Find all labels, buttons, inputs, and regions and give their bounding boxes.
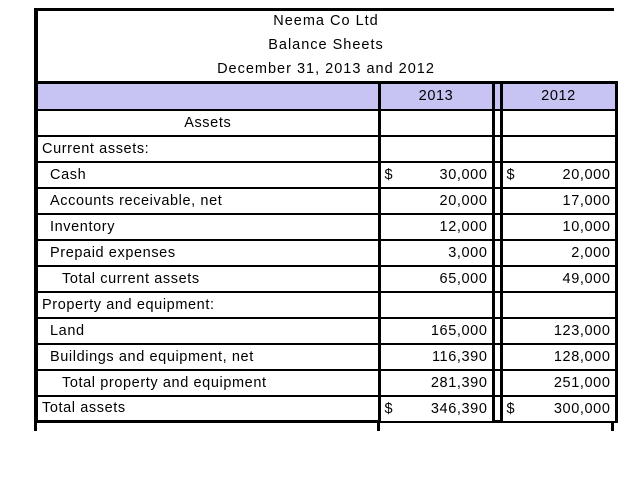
row-label: Land xyxy=(36,318,379,344)
value-2013: $ 346,390 xyxy=(379,396,493,422)
year-header-blank xyxy=(36,83,379,110)
value-2012: 10,000 xyxy=(501,214,616,240)
section-heading-assets: Assets xyxy=(36,110,379,136)
currency-symbol: $ xyxy=(506,400,516,417)
value-2013: 165,000 xyxy=(379,318,493,344)
currency-symbol: $ xyxy=(384,400,394,417)
balance-table xyxy=(34,81,618,423)
table-row xyxy=(36,240,616,266)
row-label: Total current assets xyxy=(36,266,379,292)
balance-sheet xyxy=(34,8,614,431)
row-label: Prepaid expenses xyxy=(36,240,379,266)
statement-date: December 31, 2013 and 2012 xyxy=(34,57,614,81)
value-2013: 20,000 xyxy=(379,188,493,214)
table-row xyxy=(36,292,616,318)
year-header-row xyxy=(36,83,616,110)
table-row xyxy=(36,214,616,240)
row-label: Buildings and equipment, net xyxy=(36,344,379,370)
table-row xyxy=(36,344,616,370)
value-2013: 281,390 xyxy=(379,370,493,396)
value-2012: 128,000 xyxy=(501,344,616,370)
table-row xyxy=(36,110,616,136)
table-row xyxy=(36,136,616,162)
company-name: Neema Co Ltd xyxy=(34,8,614,33)
value-2013: 116,390 xyxy=(379,344,493,370)
row-label: Property and equipment: xyxy=(36,292,379,318)
row-label: Inventory xyxy=(36,214,379,240)
value-2013: 65,000 xyxy=(379,266,493,292)
row-label: Total property and equipment xyxy=(36,370,379,396)
value-2013: 3,000 xyxy=(379,240,493,266)
row-label: Cash xyxy=(36,162,379,188)
currency-symbol: $ xyxy=(506,166,516,183)
row-label: Accounts receivable, net xyxy=(36,188,379,214)
value-2012: 49,000 xyxy=(501,266,616,292)
statement-title: Balance Sheets xyxy=(34,33,614,57)
table-bottom-edge xyxy=(34,423,614,431)
currency-symbol: $ xyxy=(384,166,394,183)
table-row xyxy=(36,266,616,292)
table-row xyxy=(36,318,616,344)
value-2013: 12,000 xyxy=(379,214,493,240)
value-2012: $ 20,000 xyxy=(501,162,616,188)
value-2012: $ 300,000 xyxy=(501,396,616,422)
value-2013: $ 30,000 xyxy=(379,162,493,188)
value-2012: 123,000 xyxy=(501,318,616,344)
row-label: Total assets xyxy=(36,396,379,422)
table-row xyxy=(36,162,616,188)
value-2012: 2,000 xyxy=(501,240,616,266)
table-row xyxy=(36,396,616,422)
value-2012: 17,000 xyxy=(501,188,616,214)
table-row xyxy=(36,370,616,396)
value-2012: 251,000 xyxy=(501,370,616,396)
table-row xyxy=(36,188,616,214)
column-header-2012: 2012 xyxy=(501,83,616,110)
column-header-2013: 2013 xyxy=(379,83,493,110)
row-label: Current assets: xyxy=(36,136,379,162)
